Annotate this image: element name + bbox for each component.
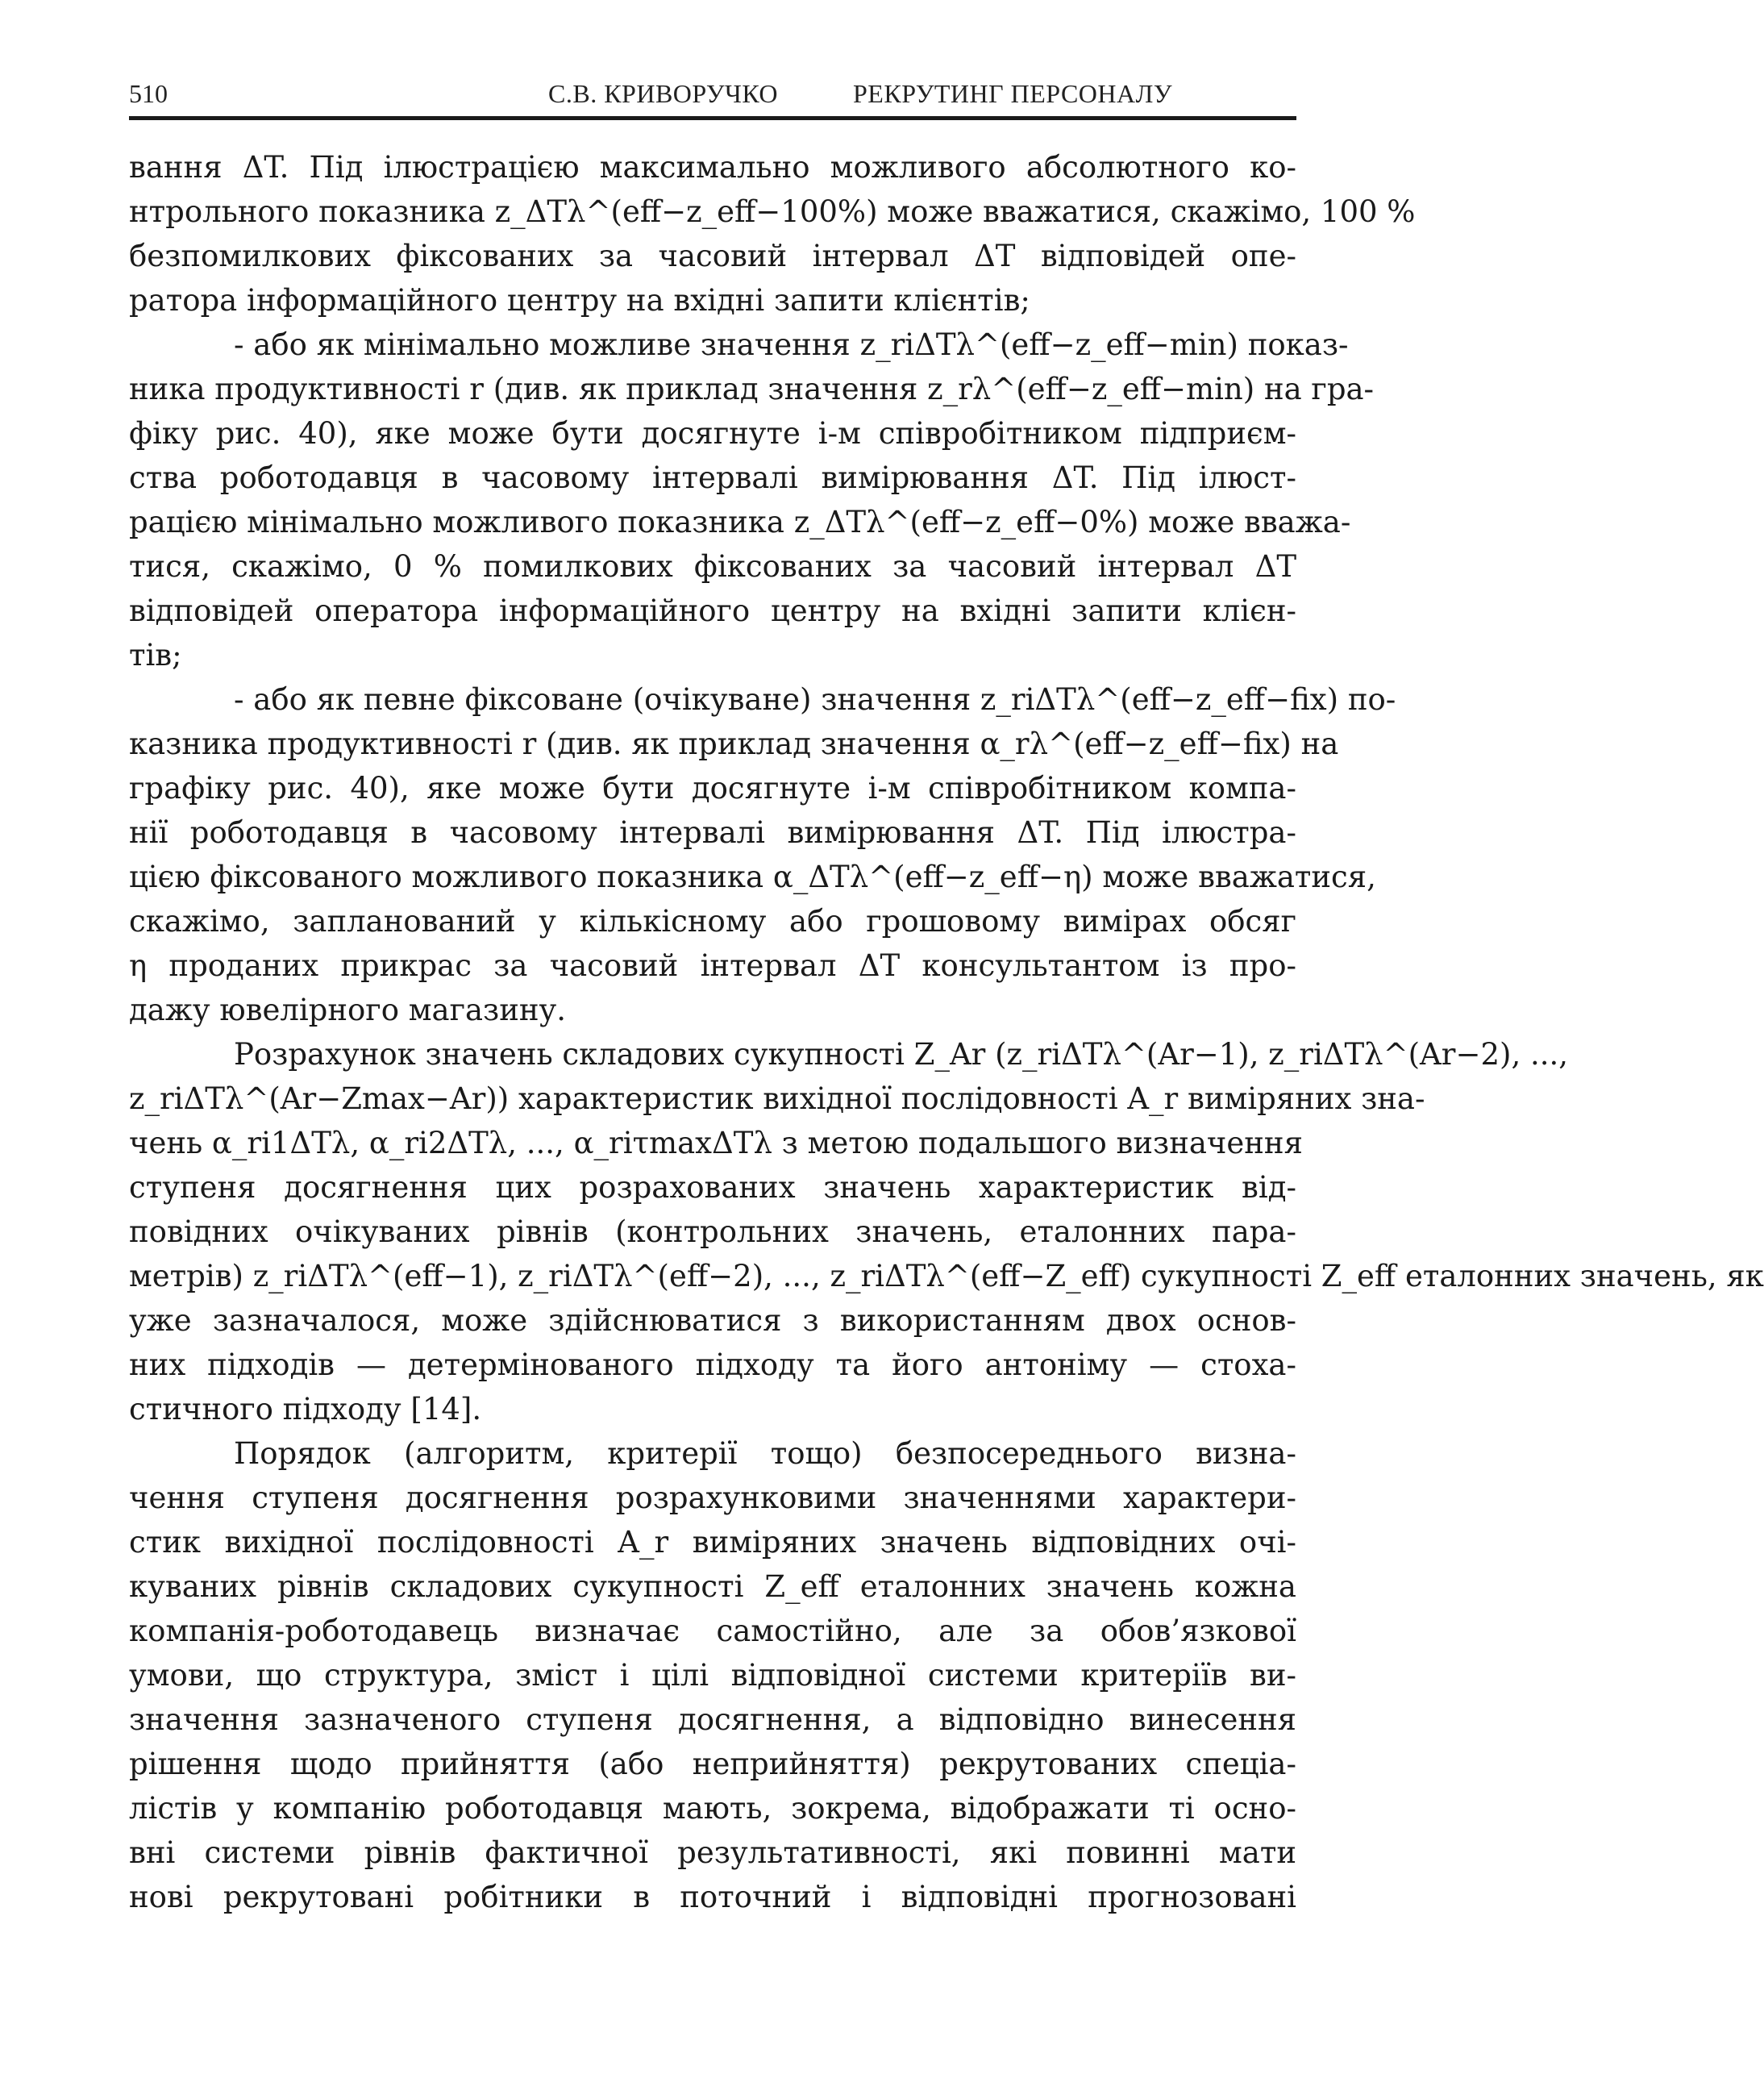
running-header (129, 74, 1296, 120)
header-book-title: РЕКРУТИНГ ПЕРСОНАЛУ (853, 79, 1172, 108)
text-line: лістів у компанію роботодавця мають, зокрема, відображати ті осно- (129, 1791, 1296, 1826)
text-line: вні системи рівнів фактичної результативності, які повинні мати (129, 1835, 1296, 1870)
text-line: ступеня досягнення цих розрахованих значень характеристик від- (129, 1170, 1296, 1205)
paragraph-first-line: Порядок (алгоритм, критерії тощо) безпосереднього визна- (234, 1436, 1296, 1471)
text-line: безпомилкових фіксованих за часовий інтервал ΔT відповідей опе- (129, 239, 1296, 273)
text-line: η проданих прикрас за часовий інтервал ΔT консультантом із про- (129, 948, 1296, 983)
text-line: рацією мінімально можливого показника z_ΔTλ^(eff−z_eff−0%) може вважа- (129, 505, 1351, 539)
text-line: вання ΔT. Під ілюстрацією максимально можливого абсолютного ко- (129, 150, 1296, 185)
page-number: 510 (129, 79, 168, 108)
text-line: куваних рівнів складових сукупності Z_eff еталонних значень кожна (129, 1569, 1296, 1604)
text-line: нії роботодавця в часовому інтервалі вимірювання ΔT. Під ілюстра- (129, 815, 1296, 850)
text-line: тів; (129, 638, 182, 673)
text-line: чення ступеня досягнення розрахунковими значеннями характери- (129, 1481, 1296, 1515)
text-line: дажу ювелірного магазину. (129, 993, 567, 1027)
text-line: уже зазначалося, може здійснюватися з використанням двох основ- (129, 1303, 1296, 1338)
text-line: нтрольного показника z_ΔTλ^(eff−z_eff−100%) може вважатися, скажімо, 100 % (129, 194, 1416, 229)
text-line: рішення щодо прийняття (або неприйняття) рекрутованих спеціа- (129, 1747, 1296, 1781)
text-line: цією фіксованого можливого показника α_ΔTλ^(eff−z_eff−η) може вважатися, (129, 860, 1376, 894)
text-line: стичного підходу [14]. (129, 1392, 482, 1427)
text-line: казника продуктивності r (див. як приклад значення α_rλ^(eff−z_eff−fix) на (129, 727, 1339, 761)
text-line: метрів) z_riΔTλ^(eff−1), z_riΔTλ^(eff−2), ..., z_riΔTλ^(eff−Z_eff) сукупності Z_eff еталонних значень, як (129, 1259, 1764, 1293)
text-line: z_riΔTλ^(Ar−Zmax−Ar)) характеристик вихідної послідовності A_r виміряних зна- (129, 1081, 1425, 1116)
text-line: ника продуктивності r (див. як приклад значення z_rλ^(eff−z_eff−min) на гра- (129, 372, 1375, 406)
header-author: С.В. КРИВОРУЧКО (548, 79, 778, 108)
text-line: ратора інформаційного центру на вхідні запити клієнтів; (129, 283, 1030, 318)
text-line: умови, що структура, зміст і цілі відповідної системи критеріїв ви- (129, 1658, 1296, 1693)
text-line: відповідей оператора інформаційного центру на вхідні запити клієн- (129, 594, 1296, 628)
text-line: тися, скажімо, 0 % помилкових фіксованих за часовий інтервал ΔT (129, 549, 1296, 584)
text-line: фіку рис. 40), яке може бути досягнуте i-м співробітником підприєм- (129, 416, 1296, 451)
text-line: стик вихідної послідовності A_r виміряних значень відповідних очі- (129, 1525, 1296, 1560)
text-line: компанія-роботодавець визначає самостійно, але за обов’язкової (129, 1614, 1296, 1648)
list-item-line: - або як мінімально можливе значення z_riΔTλ^(eff−z_eff−min) показ- (234, 327, 1349, 362)
text-line: нові рекрутовані робітники в поточний і відповідні прогнозовані (129, 1880, 1296, 1914)
text-line: чень α_ri1ΔTλ, α_ri2ΔTλ, ..., α_riτmaxΔTλ з метою подальшого визначення (129, 1126, 1303, 1160)
text-line: них підходів — детермінованого підходу та його антоніму — стоха- (129, 1347, 1296, 1382)
list-item-line: - або як певне фіксоване (очікуване) значення z_riΔTλ^(eff−z_eff−fix) по- (234, 682, 1396, 717)
paragraph-first-line: Розрахунок значень складових сукупності Z_Ar (z_riΔTλ^(Ar−1), z_riΔTλ^(Ar−2), ..., (234, 1037, 1569, 1072)
text-line: графіку рис. 40), яке може бути досягнуте i-м співробітником компа- (129, 771, 1296, 806)
text-line: скажімо, запланований у кількісному або грошовому вимірах обсяг (129, 904, 1296, 939)
text-line: повідних очікуваних рівнів (контрольних значень, еталонних пара- (129, 1214, 1296, 1249)
text-line: ства роботодавця в часовому інтервалі вимірювання ΔT. Під ілюст- (129, 460, 1296, 495)
text-line: значення зазначеного ступеня досягнення, а відповідно винесення (129, 1702, 1296, 1737)
